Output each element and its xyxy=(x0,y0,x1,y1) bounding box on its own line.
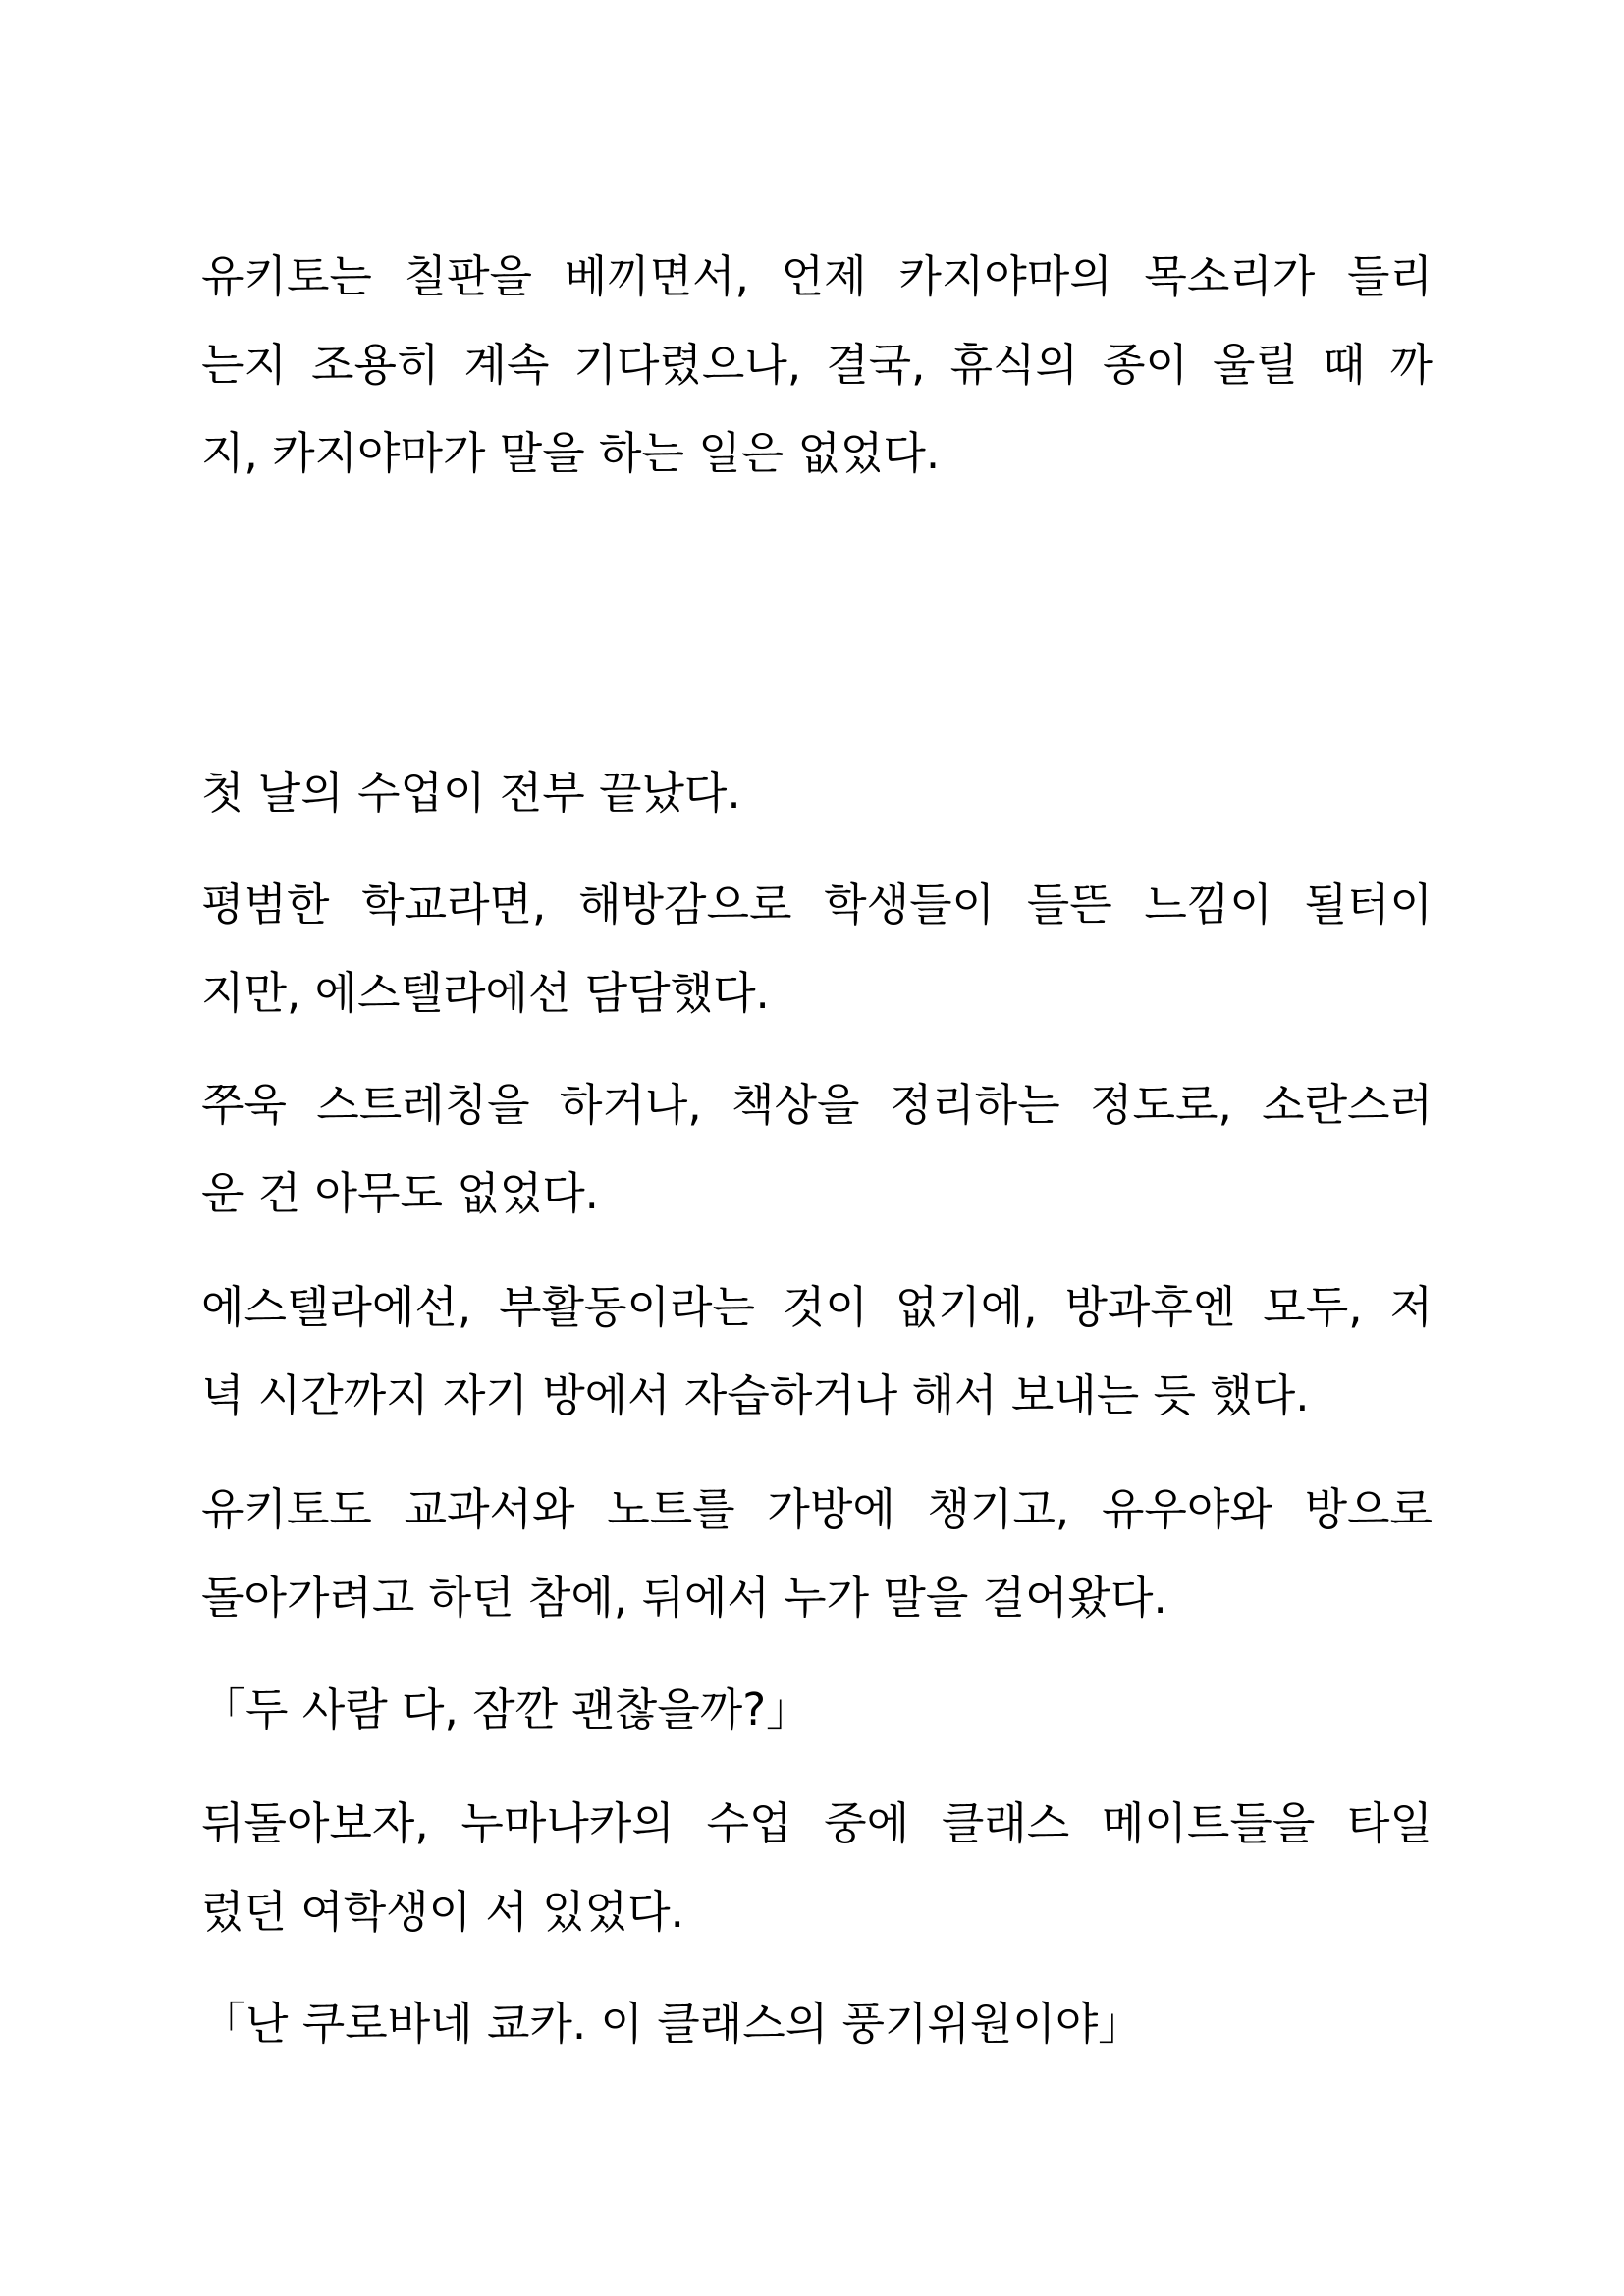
paragraph-5-line-1: 에스텔라에선, 부활동이라는 것이 없기에, 방과후엔 모두, 저 xyxy=(201,1281,1433,1333)
paragraph-1-line-1: 유키토는 칠판을 베끼면서, 언제 카지야마의 목소리가 들리 xyxy=(201,250,1433,302)
paragraph-3-line-1: 평범한 학교라면, 해방감으로 학생들이 들뜬 느낌이 될터이 xyxy=(201,879,1433,931)
paragraph-5-line-2: 녁 시간까지 자기 방에서 자습하거나 해서 보내는 듯 했다. xyxy=(201,1369,1310,1421)
paragraph-1-line-3: 지, 카지야마가 말을 하는 일은 없었다. xyxy=(201,427,941,479)
paragraph-8-line-1: 뒤돌아보자, 누마나카의 수업 중에 클래스 메이트들을 타일 xyxy=(201,1797,1433,1849)
paragraph-2-line-1: 첫 날의 수업이 전부 끝났다. xyxy=(201,767,741,819)
dialogue-line-2: 「난 쿠로바네 쿄카. 이 클래스의 풍기위원이야」 xyxy=(201,1998,1143,2050)
paragraph-1-line-2: 는지 조용히 계속 기다렸으나, 결국, 휴식의 종이 울릴 때 까 xyxy=(201,339,1433,391)
dialogue-line-1: 「두 사람 다, 잠깐 괜찮을까?」 xyxy=(201,1683,811,1735)
paragraph-8-line-2: 렀던 여학생이 서 있었다. xyxy=(201,1886,684,1938)
paragraph-4-line-2: 운 건 아무도 없었다. xyxy=(201,1167,599,1219)
paragraph-6-line-1: 유키토도 교과서와 노트를 가방에 챙기고, 유우야와 방으로 xyxy=(201,1483,1433,1535)
paragraph-6-line-2: 돌아가려고 하던 참에, 뒤에서 누가 말을 걸어왔다. xyxy=(201,1572,1167,1624)
paragraph-3-line-2: 지만, 에스텔라에선 담담했다. xyxy=(201,967,770,1019)
paragraph-4-line-1: 쭈욱 스트레칭을 하거나, 책상을 정리하는 정도로, 소란스러 xyxy=(201,1079,1433,1131)
